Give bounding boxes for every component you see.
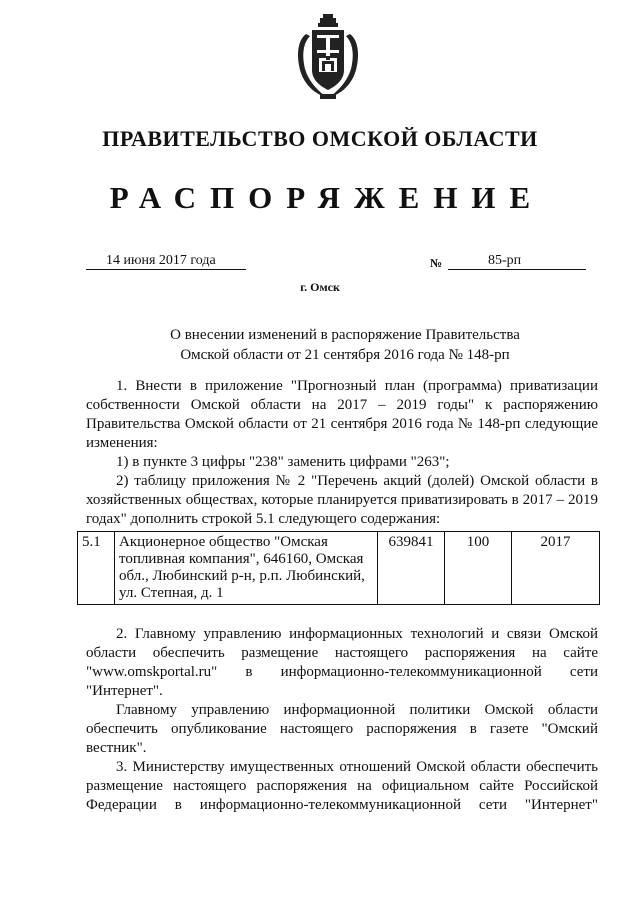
- paragraph-1-item-2: 2) таблицу приложения № 2 "Перечень акций (долей) Омской области в хозяйственных обществах, которые планируется приватизировать в 2017 – 2019 годах" дополнить строкой 5.1 следующего содержания:: [86, 473, 598, 527]
- table-row: [78, 532, 600, 605]
- share-percent: 100: [445, 532, 512, 605]
- paragraph-3: 3. Министерству имущественных отношений Омской области обеспечить размещение настоящего распоряжения на официальном сайте Российской Федерации в информационно-телекоммуникационной сети "Интернет": [86, 759, 598, 813]
- city: г. Омск: [300, 280, 340, 294]
- organization-title: ПРАВИТЕЛЬСТВО ОМСКОЙ ОБЛАСТИ: [102, 126, 538, 151]
- shares-count: 639841: [378, 532, 445, 605]
- document-type-title: РАСПОРЯЖЕНИЕ: [109, 180, 545, 215]
- shares-table: [77, 531, 600, 605]
- body-section-1: [86, 377, 598, 529]
- paragraph-1-item-1: 1) в пункте 3 цифры "238" заменить цифрами "263";: [116, 454, 450, 470]
- document-number: 85-рп: [448, 253, 586, 270]
- row-number: 5.1: [78, 532, 115, 605]
- subject-line-1: О внесении изменений в распоряжение Правительства: [170, 327, 520, 343]
- document-date: 14 июня 2017 года: [86, 253, 246, 270]
- document-subject: [0, 325, 640, 365]
- subject-line-2: Омской области от 21 сентября 2016 года № 148-рп: [180, 347, 510, 363]
- company-name: Акционерное общество "Омская топливная компания", 646160, Омская обл., Любинский р-н, р.п. Любинский, ул. Степная, д. 1: [115, 532, 378, 605]
- paragraph-2: 2. Главному управлению информационных технологий и связи Омской области обеспечить размещение настоящего распоряжения на сайте "www.omskportal.ru" в информационно-телекоммуникационной сети "Интернет".: [86, 626, 598, 699]
- paragraph-1: 1. Внести в приложение "Прогнозный план (программа) приватизации собственности Омской области на 2017 – 2019 годы" к распоряжению Правительства Омской области от 21 сентября 2016 года № 148-рп следующие изменения:: [86, 378, 598, 451]
- coat-of-arms-icon: [296, 14, 360, 100]
- paragraph-2-b: Главному управлению информационной политики Омской области обеспечить опубликование настоящего распоряжения в газете "Омский вестник".: [86, 702, 598, 756]
- body-section-2: [86, 625, 598, 815]
- number-label: №: [430, 256, 443, 270]
- privatization-year: 2017: [512, 532, 600, 605]
